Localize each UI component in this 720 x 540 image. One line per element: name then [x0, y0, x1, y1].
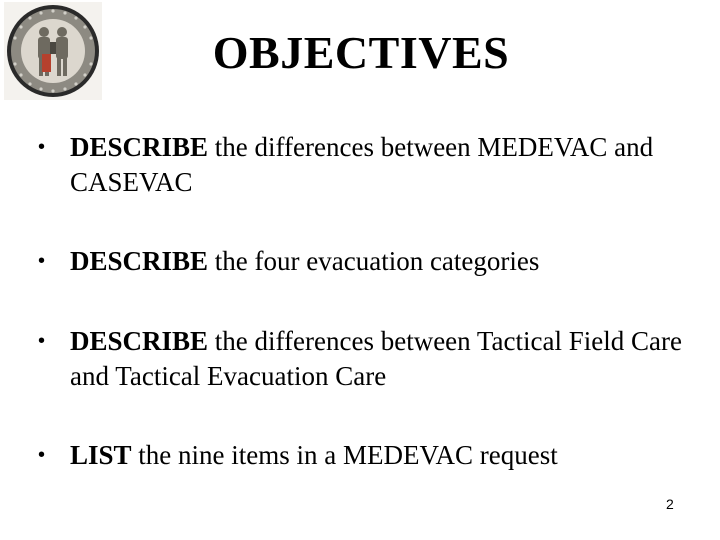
objective-text	[70, 244, 688, 279]
objective-verb: DESCRIBE	[70, 326, 209, 356]
objective-verb: DESCRIBE	[70, 132, 209, 162]
bullet-icon: •	[38, 444, 46, 466]
bullet-icon: •	[38, 250, 46, 272]
objective-verb: LIST	[70, 440, 132, 470]
slide-title-text: OBJECTIVES	[212, 27, 510, 78]
objective-description: the nine items in a MEDEVAC request	[131, 440, 558, 470]
objective-text	[70, 130, 688, 200]
objective-text	[70, 324, 688, 394]
objective-item	[38, 438, 688, 473]
objective-text	[70, 438, 688, 473]
slide-title	[0, 26, 720, 80]
objective-description: the differences between Tactical Field Care and Tactical Evacuation Care	[70, 326, 682, 391]
objective-description: the four evacuation categories	[208, 246, 540, 276]
page-number: 2	[666, 496, 674, 512]
bullet-icon: •	[38, 136, 46, 158]
objective-description: the differences between MEDEVAC and CASEVAC	[70, 132, 654, 197]
objective-item	[38, 244, 688, 279]
bullet-icon: •	[38, 330, 46, 352]
objective-item	[38, 324, 688, 394]
objective-verb: DESCRIBE	[70, 246, 209, 276]
objective-item	[38, 130, 688, 200]
